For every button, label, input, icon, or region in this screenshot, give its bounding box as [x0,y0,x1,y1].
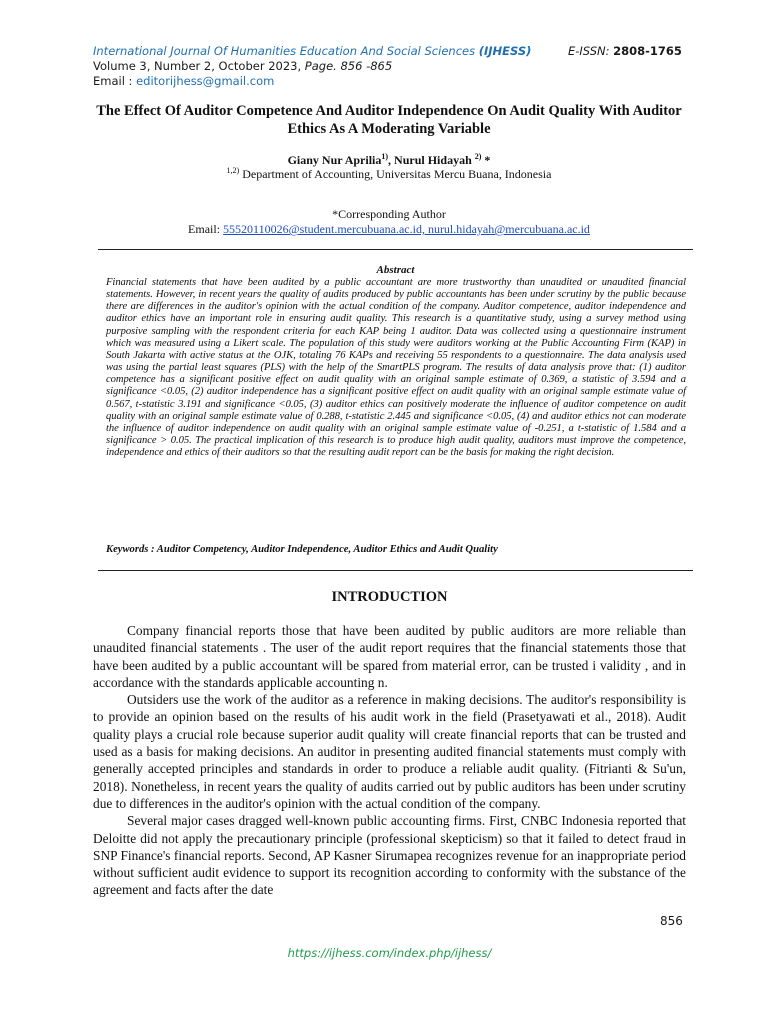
journal-url[interactable]: https://ijhess.com/index.php/ijhess/ [287,946,492,960]
abstract-top-divider [98,249,693,250]
authors: Giany Nur Aprilia$^{1)}$, Nurul Hidayah $^{2)}$ * [287,152,491,167]
paper-title: The Effect Of Auditor Competence And Auditor Independence On Audit Quality With Auditor Ethics As A Moderating Variable [96,103,682,137]
abstract-text: Financial statements that have been audited by a public accountant are more trustworthy than unaudited or unaudited financial statements. However, in recent years the quality of audits produced by public accountants has been under scrutiny by the public because there are differences in the auditor's opinion with the actual condition of the company. Auditor competence, auditor independence and auditor ethics have an important role in ensuring audit quality. This research is a quantitative study, using a survey method using purposive sampling with the respondent criteria for each KAP being 1 auditor. Data was collected using a questionnaire instrument which was measured using a Likert scale. The population of this study were auditors working at the Public Accounting Firm (KAP) in South Jakarta with active status at the OJK, totaling 76 KAPs and receiving 55 respondents to a questionnaire. The data analysis used was using the partial least squares (PLS) with the help of the SmartPLS program. The results of data analysis prove that: (1) auditor competence has a significant positive effect on audit quality with an original sample estimate of 0.369, a statistic of 3.594 and a significance <0.05, (2) auditor independence has a significant positive effect on audit quality with an original sample estimate value of 0.567, t-statistic 3.191 and significance <0.05, (3) auditor ethics can positively moderate the influence of auditor competence on audit quality with an original sample estimate value of 0.288, t-statistic 2.445 and significance <0.05, (4) and auditor ethics not can moderate the influence of auditor independence on audit quality with an original sample estimate value of -0.251, a t-statistic of 1.584 and a significance > 0.05. The practical implication of this research is to produce high audit quality, auditors must improve the competence, independence and ethics of their auditors so that the resulting audit report can be the basis for making the right decision. [106,277,686,459]
intro-paragraph-1: Company financial reports those that have been audited by public auditors are more reliable than unaudited financial statements . The user of the audit report requires that the financial statements those that have been audited by a public accountant will be spared from material error, can be trusted i validity , and in accordance with the standards applicable accounting n. [93,623,686,690]
eissn: E-ISSN: 2808-1765 [568,44,682,58]
journal-email: Email : editorijhess@gmail.com [93,74,275,88]
journal-email-link[interactable]: editorijhess@gmail.com [136,74,275,88]
corresponding-author: *Corresponding Author [332,207,446,221]
journal-title: International Journal Of Humanities Education And Social Sciences (IJHESS) [93,44,532,58]
page-number: 856 [660,914,683,928]
abstract-bottom-divider [98,570,693,571]
affiliation: $^{1,2)}$ Department of Accounting, Universitas Mercu Buana, Indonesia [226,166,552,181]
abstract-heading: Abstract [376,264,415,276]
introduction-body [93,622,686,899]
intro-paragraph-2: Outsiders use the work of the auditor as a reference in making decisions. The auditor's responsibility is to provide an opinion based on the results of his audit work in the field (Prasetyawati et al., 2018). Audit quality plays a crucial role because superior audit quality will create financial reports that can be trusted and used as a basis for making decisions. An auditor in presenting audited financial statements must comply with generally accepted principles and standards in order to produce a reliable audit quality. (Fitrianti & Su'un, 2018). Nonetheless, in recent years the quality of audits carried out by public auditors has been under scrutiny due to differences in the auditor's opinion with the actual condition of the company. [93,692,686,811]
author-email-links[interactable]: 55520110026@student.mercubuana.ac.id, nurul.hidayah@mercubuana.ac.id [223,222,590,236]
keywords: Keywords : Auditor Competency, Auditor Independence, Auditor Ethics and Audit Quality [106,544,498,555]
author-emails: Email: 55520110026@student.mercubuana.ac.id, nurul.hidayah@mercubuana.ac.id [188,222,590,236]
page-range: Page. 856 -865 [304,59,393,73]
volume-info: Volume 3, Number 2, October 2023, Page. 856 -865 [93,59,393,73]
journal-header-line [93,43,683,59]
intro-paragraph-3: Several major cases dragged well-known public accounting firms. First, CNBC Indonesia reported that Deloitte did not apply the precautionary principle (professional skepticism) so that it failed to detect fraud in SNP Finance's financial reports. Second, AP Kasner Sirumapea recognizes revenue for an inappropriate period without sufficient audit evidence to support its recognition according to conformity with the substance of the agreement and facts after the date [93,813,686,898]
introduction-heading: INTRODUCTION [331,589,448,605]
